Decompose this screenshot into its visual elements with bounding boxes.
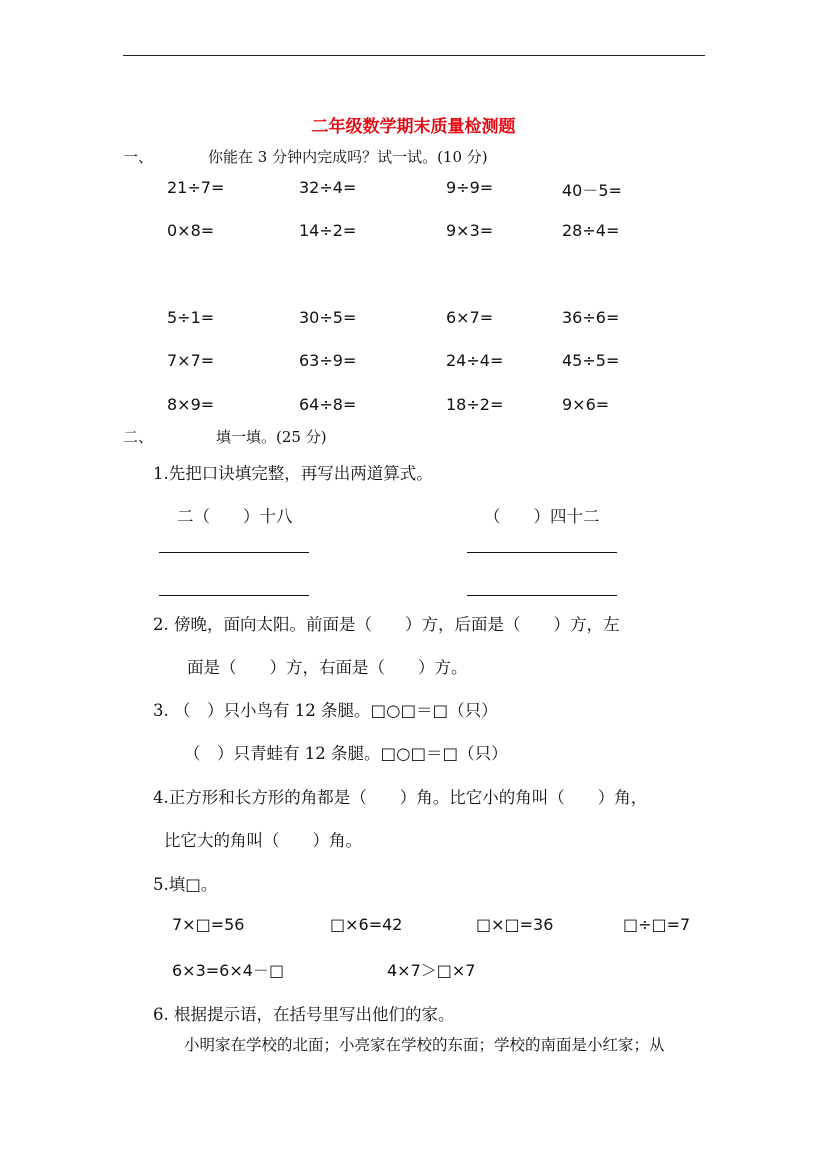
calc-r2-c4: 28÷4= xyxy=(562,221,620,240)
q4-line2: 比它大的角叫（ ）角。 xyxy=(164,831,362,850)
calc-r3-c3: 6×7= xyxy=(446,308,494,327)
q5-instruction: 5.填□。 xyxy=(153,875,218,894)
q5-item-5: 6×3=6×4－□ xyxy=(172,961,285,980)
calc-r2-c2: 14÷2= xyxy=(299,221,357,240)
q2-line1: 2. 傍晚，面向太阳。前面是（ ）方，后面是（ ）方，左 xyxy=(153,615,620,634)
q5-item-4: □÷□=7 xyxy=(623,915,691,934)
q6-instruction: 6. 根据提示语，在括号里写出他们的家。 xyxy=(153,1005,455,1024)
q5-item-1: 7×□=56 xyxy=(172,915,245,934)
calc-r1-c2: 32÷4= xyxy=(299,178,357,197)
header-rule xyxy=(123,55,705,56)
q1-answer-line-right-2 xyxy=(467,595,617,596)
calc-r2-c3: 9×3= xyxy=(446,221,494,240)
calc-r3-c4: 36÷6= xyxy=(562,308,620,327)
page-title: 二年级数学期末质量检测题 xyxy=(311,117,516,137)
calc-r5-c1: 8×9= xyxy=(167,395,215,414)
calc-r1-c3: 9÷9= xyxy=(446,178,494,197)
q4-line1: 4.正方形和长方形的角都是（ ）角。比它小的角叫（ ）角， xyxy=(153,788,648,807)
calc-r1-c4: 40－5= xyxy=(562,181,622,200)
calc-r3-c1: 5÷1= xyxy=(167,308,215,327)
q1-right-mnemonic: （ ）四十二 xyxy=(484,507,600,526)
section2-heading: 填一填。(25 分) xyxy=(216,428,327,446)
calc-r3-c2: 30÷5= xyxy=(299,308,357,327)
calc-r4-c2: 63÷9= xyxy=(299,351,357,370)
section2-number: 二、 xyxy=(123,428,154,446)
q1-instruction: 1.先把口诀填完整，再写出两道算式。 xyxy=(153,464,433,483)
calc-r2-c1: 0×8= xyxy=(167,221,215,240)
q3-line2: （ ）只青蛙有 12 条腿。□○□＝□（只） xyxy=(184,744,508,763)
q6-description: 小明家在学校的北面；小亮家在学校的东面；学校的南面是小红家；从 xyxy=(184,1036,665,1054)
section1-number: 一、 xyxy=(123,148,154,166)
q1-answer-line-right-1 xyxy=(467,552,617,553)
calc-r4-c3: 24÷4= xyxy=(446,351,504,370)
q1-answer-line-left-2 xyxy=(159,595,309,596)
q3-line1: 3. （ ）只小鸟有 12 条腿。□○□＝□（只） xyxy=(153,701,498,720)
q5-item-3: □×□=36 xyxy=(476,915,554,934)
calc-r1-c1: 21÷7= xyxy=(167,178,225,197)
calc-r5-c4: 9×6= xyxy=(562,395,610,414)
calc-r5-c3: 18÷2= xyxy=(446,395,504,414)
calc-r5-c2: 64÷8= xyxy=(299,395,357,414)
q1-left-mnemonic: 二（ ）十八 xyxy=(177,507,293,526)
q2-line2: 面是（ ）方，右面是（ ）方。 xyxy=(187,658,468,677)
q5-item-2: □×6=42 xyxy=(330,915,403,934)
q1-answer-line-left-1 xyxy=(159,552,309,553)
section1-heading: 你能在 3 分钟内完成吗？试一试。(10 分) xyxy=(208,148,488,166)
calc-r4-c4: 45÷5= xyxy=(562,351,620,370)
q5-item-6: 4×7＞□×7 xyxy=(387,961,476,980)
calc-r4-c1: 7×7= xyxy=(167,351,215,370)
